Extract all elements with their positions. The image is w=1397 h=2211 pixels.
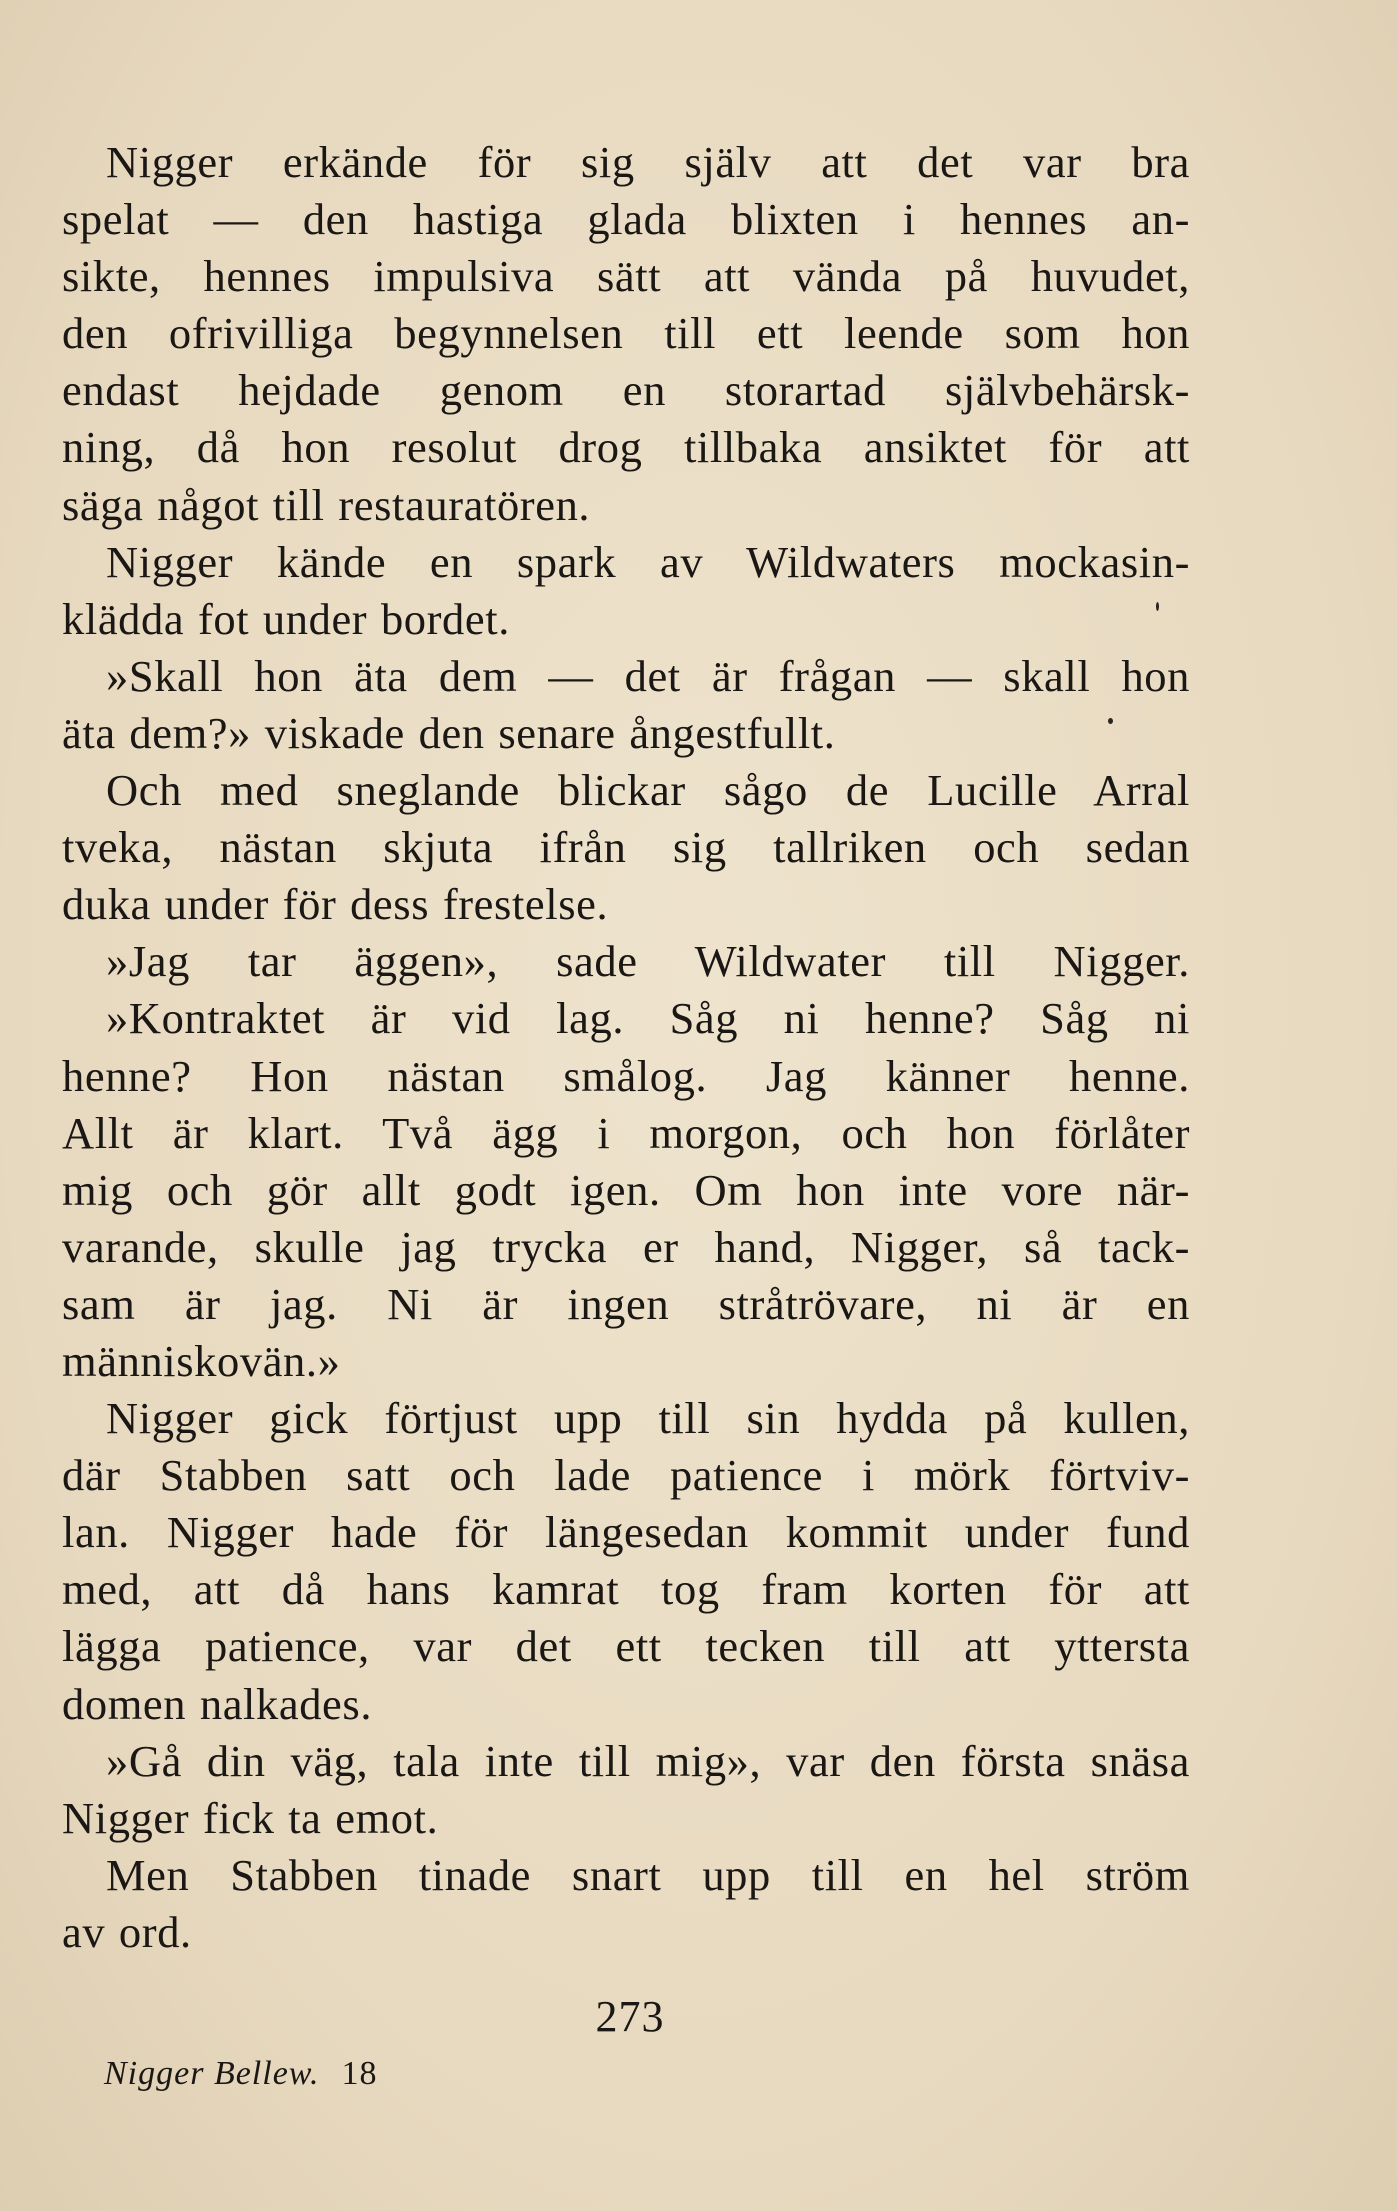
text-line: endast hejdade genom en storartad självbehärsk- <box>62 365 1190 416</box>
text-line: Men Stabben tinade snart upp till en hel ström <box>106 1849 1190 1900</box>
text-line: äta dem?» viskade den senare ångestfullt. <box>62 707 836 758</box>
text-line: säga något till restauratören. <box>62 479 591 530</box>
text-line: sam är jag. Ni är ingen stråtrövare, ni är en <box>62 1278 1190 1329</box>
text-line: spelat — den hastiga glada blixten i hennes an- <box>62 194 1190 245</box>
text-line: med, att då hans kamrat tog fram korten för att <box>62 1564 1190 1615</box>
text-line: Allt är klart. Två ägg i morgon, och hon förlåter <box>62 1107 1190 1158</box>
text-line: mig och gör allt godt igen. Om hon inte vore när- <box>62 1164 1190 1215</box>
text-line: lägga patience, var det ett tecken till att yttersta <box>62 1621 1190 1672</box>
text-line: Nigger kände en spark av Wildwaters mockasin- <box>106 536 1190 587</box>
text-line: klädda fot under bordet. <box>62 593 510 644</box>
signature-title: Nigger Bellew. <box>104 2055 320 2092</box>
text-line: Nigger fick ta emot. <box>62 1792 439 1843</box>
text-line: domen nalkades. <box>62 1678 373 1729</box>
text-line: duka under för dess frestelse. <box>62 879 609 930</box>
signature-mark <box>104 2055 377 2093</box>
text-line: tveka, nästan skjuta ifrån sig tallriken och sedan <box>62 822 1190 873</box>
text-line: Och med sneglande blickar sågo de Lucille Arral <box>106 765 1190 816</box>
text-line: människovän.» <box>62 1335 341 1386</box>
page-number: 273 <box>595 1992 665 2041</box>
text-line: henne? Hon nästan smålog. Jag känner henne. <box>62 1050 1190 1101</box>
text-line: lan. Nigger hade för längesedan kommit under fund <box>62 1507 1190 1558</box>
ink-speck <box>1108 718 1113 724</box>
text-line: Nigger erkände för sig själv att det var bra <box>106 137 1190 187</box>
ink-speck <box>1156 602 1159 611</box>
text-line: sikte, hennes impulsiva sätt att vända på huvudet, <box>62 251 1190 302</box>
signature-number: 18 <box>341 2055 378 2092</box>
text-line: av ord. <box>62 1906 192 1957</box>
text-line: där Stabben satt och lade patience i mörk förtviv- <box>62 1450 1190 1501</box>
text-line: ning, då hon resolut drog tillbaka ansiktet för att <box>62 422 1190 473</box>
text-line: Nigger gick förtjust upp till sin hydda på kullen, <box>106 1393 1190 1444</box>
text-line: den ofrivilliga begynnelsen till ett leende som hon <box>62 308 1190 359</box>
text-line: »Gå din väg, tala inte till mig», var den första snäsa <box>106 1735 1190 1786</box>
text-line: »Skall hon äta dem — det är frågan — skall hon <box>106 650 1190 701</box>
body-text <box>62 134 1190 1961</box>
text-line: varande, skulle jag trycka er hand, Nigger, så tack- <box>62 1221 1190 1272</box>
text-line: »Jag tar äggen», sade Wildwater till Nigger. <box>106 936 1190 987</box>
text-line: »Kontraktet är vid lag. Såg ni henne? Såg ni <box>106 993 1190 1044</box>
